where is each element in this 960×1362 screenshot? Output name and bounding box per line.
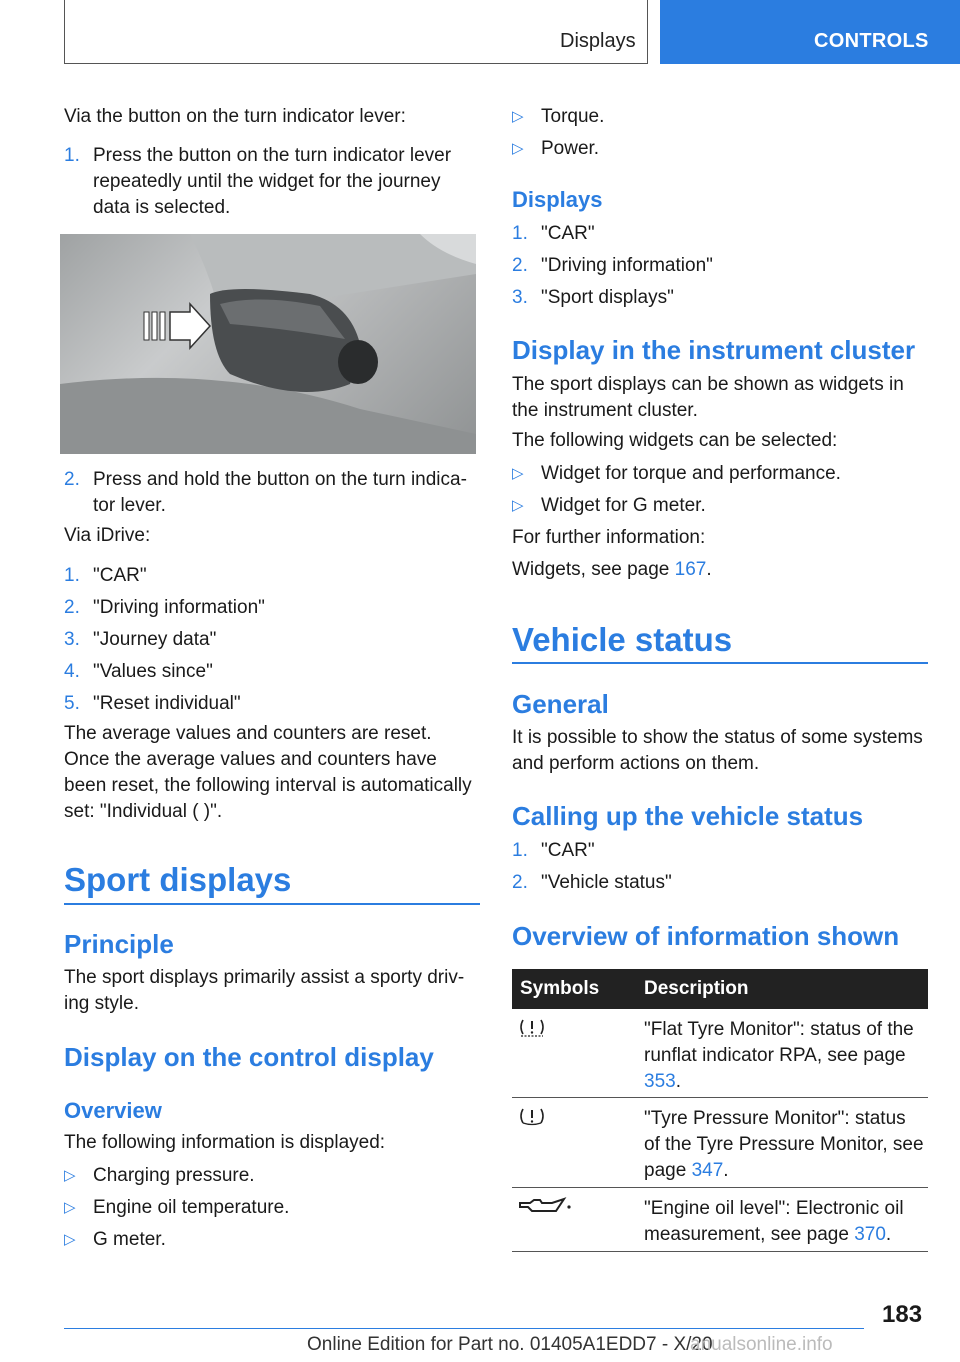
row-description: "Flat Tyre Monitor": status of the runflat indicator RPA, see page 353.	[644, 1019, 914, 1092]
description-text: "Tyre Pressure Monitor": status of the Tyre Pressure Monitor, see page	[644, 1108, 924, 1181]
bullet-triangle-icon: ▷	[512, 497, 524, 514]
page-link[interactable]: 353	[644, 1071, 676, 1092]
bullet-text: Widget for torque and performance.	[541, 463, 841, 484]
flat-tyre-warning-icon	[518, 1017, 546, 1047]
step-number: 3.	[64, 629, 80, 650]
bullet-text: Engine oil temperature.	[93, 1197, 290, 1218]
description-text: "Engine oil level": Electronic oil measurement, see page	[644, 1198, 904, 1245]
control-display-heading: Display on the control display	[64, 1042, 434, 1072]
principle-heading: Principle	[64, 929, 174, 959]
bullet-text: Power.	[541, 138, 600, 159]
step-text: "Sport displays"	[541, 287, 674, 308]
chapter-tab[interactable]: CONTROLS	[660, 0, 960, 64]
bullet-triangle-icon: ▷	[512, 140, 524, 157]
general-heading: General	[512, 689, 609, 719]
symbols-column-header: Symbols	[520, 978, 600, 999]
step-number: 1.	[512, 223, 528, 244]
step-text: Press the button on the turn indicator lever repeatedly until the widget for the journey data is selected.	[93, 145, 452, 218]
step-text: "Reset individual"	[93, 693, 241, 714]
widgets-intro: The following widgets can be selected:	[512, 430, 838, 451]
displays-heading: Displays	[512, 187, 603, 212]
row-description: "Tyre Pressure Monitor": status of the Tyre Pressure Monitor, see page 347.	[644, 1108, 924, 1181]
step-number: 2.	[64, 597, 80, 618]
step-number: 3.	[512, 287, 528, 308]
widgets-reference: Widgets, see page 167.	[512, 559, 712, 580]
step-text: Press and hold the button on the turn indica-tor lever.	[93, 469, 467, 516]
step-number: 1.	[64, 145, 80, 166]
page-link[interactable]: 167	[674, 559, 707, 580]
bullet-text: G meter.	[93, 1229, 166, 1250]
bullet-triangle-icon: ▷	[64, 1231, 76, 1248]
intro-text: Via the button on the turn indicator lever:	[64, 106, 406, 127]
heading-rule	[64, 903, 480, 905]
reset-paragraph: The average values and counters are reset. Once the average values and counters have been reset, the following interval is automatically set: "Individual ( )".	[64, 723, 472, 822]
description-column-header: Description	[644, 978, 749, 999]
page-link[interactable]: 347	[691, 1160, 724, 1181]
bullet-triangle-icon: ▷	[512, 465, 524, 482]
overview-heading: Overview	[64, 1098, 162, 1123]
table-row	[512, 1188, 928, 1252]
bullet-text: Torque.	[541, 106, 605, 127]
step-text: "CAR"	[541, 840, 595, 861]
bullet-triangle-icon: ▷	[64, 1199, 76, 1216]
step-text: "Driving information"	[541, 255, 713, 276]
heading-rule	[512, 662, 928, 664]
bullet-triangle-icon: ▷	[512, 108, 524, 125]
bullet-text: Charging pressure.	[93, 1165, 255, 1186]
table-row	[512, 1009, 928, 1098]
engine-oil-can-icon	[518, 1196, 572, 1226]
step-number: 2.	[512, 872, 528, 893]
via-idrive-label: Via iDrive:	[64, 525, 151, 546]
button-arrow-icon	[144, 304, 210, 348]
general-text: It is possible to show the status of some systems and perform actions on them.	[512, 727, 923, 774]
overview-text: The following information is displayed:	[64, 1132, 386, 1153]
bullet-text: Widget for G meter.	[541, 495, 706, 516]
instrument-cluster-heading: Display in the instrument cluster	[512, 335, 916, 365]
further-info: For further information:	[512, 527, 706, 548]
turn-indicator-lever-photo	[60, 234, 476, 454]
principle-text: The sport displays primarily assist a sporty driv-ing style.	[64, 967, 465, 1014]
widgets-see-text: Widgets, see page	[512, 559, 670, 580]
step-text: "CAR"	[93, 565, 147, 586]
tyre-pressure-warning-icon	[518, 1106, 546, 1136]
edition-note: Online Edition for Part no. 01405A1EDD7 - X/20	[307, 1334, 713, 1355]
overview-info-heading: Overview of information shown	[512, 921, 900, 951]
step-text: "CAR"	[541, 223, 595, 244]
step-number: 2.	[64, 469, 80, 490]
step-text: "Driving information"	[93, 597, 265, 618]
lever-illustration	[60, 234, 476, 454]
table-header	[512, 969, 928, 1009]
step-number: 4.	[64, 661, 80, 682]
step-number: 1.	[512, 840, 528, 861]
step-number: 1.	[64, 565, 80, 586]
description-text: "Flat Tyre Monitor": status of the runflat indicator RPA, see page	[644, 1019, 914, 1066]
watermark: anualsonline.info	[690, 1334, 833, 1355]
row-description: "Engine oil level": Electronic oil measurement, see page 370.	[644, 1198, 904, 1245]
step-text: "Journey data"	[93, 629, 217, 650]
step-number: 2.	[512, 255, 528, 276]
footer-rule	[64, 1328, 864, 1329]
bullet-triangle-icon: ▷	[64, 1167, 76, 1184]
sport-displays-heading: Sport displays	[64, 861, 292, 898]
step-text: "Values since"	[93, 661, 213, 682]
vehicle-status-heading: Vehicle status	[512, 621, 733, 658]
step-number: 5.	[64, 693, 80, 714]
table-row	[512, 1098, 928, 1188]
calling-up-heading: Calling up the vehicle status	[512, 801, 864, 831]
page-number: 183	[882, 1301, 923, 1328]
instrument-text: The sport displays can be shown as widgets in the instrument cluster.	[512, 374, 904, 421]
step-text: "Vehicle status"	[541, 872, 672, 893]
page-link[interactable]: 370	[854, 1224, 886, 1245]
section-title: Displays	[560, 30, 636, 52]
